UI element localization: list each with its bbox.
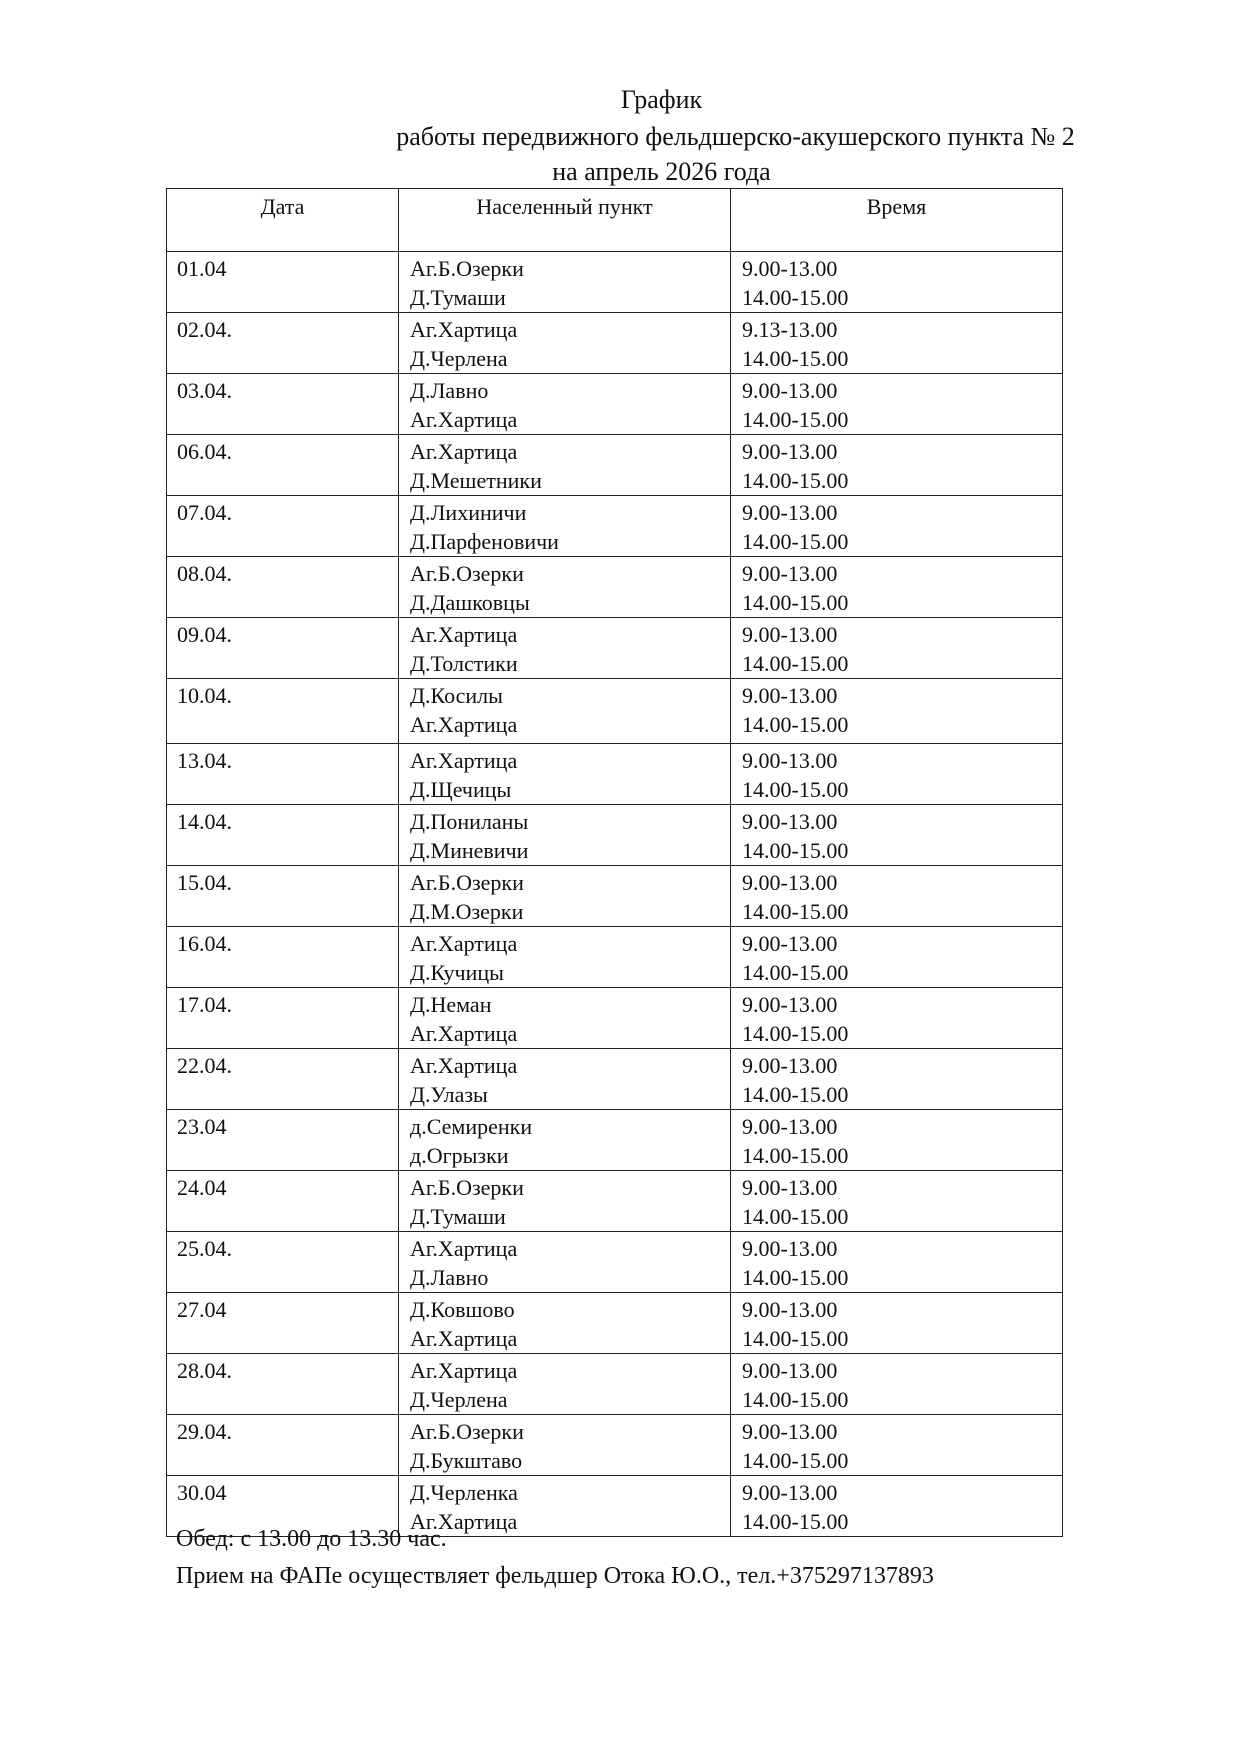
table-row	[167, 1110, 1063, 1171]
header-place: Населенный пункт	[399, 189, 731, 252]
date-text: 10.04.	[177, 683, 232, 708]
time-range: 9.00-13.00	[742, 1175, 838, 1200]
date-text: 13.04.	[177, 748, 232, 773]
place-name: Д.Мешетники	[410, 468, 542, 493]
date-text: 06.04.	[177, 439, 232, 464]
time-range: 14.00-15.00	[742, 1082, 849, 1107]
time-range: 14.00-15.00	[742, 838, 849, 863]
place-name: Аг.Хартица	[410, 1358, 518, 1383]
place-name: Д.М.Озерки	[410, 899, 524, 924]
date-cell	[167, 1293, 399, 1354]
place-name: Д.Черленка	[410, 1480, 518, 1505]
date-cell	[167, 1110, 399, 1171]
time-cell	[731, 1110, 1063, 1171]
time-range: 14.00-15.00	[742, 407, 849, 432]
place-cell	[399, 1110, 731, 1171]
date-text: 02.04.	[177, 317, 232, 342]
place-cell	[399, 866, 731, 927]
time-cell	[731, 988, 1063, 1049]
date-text: 28.04.	[177, 1358, 232, 1383]
place-name: Д.Косилы	[410, 683, 503, 708]
place-cell	[399, 1232, 731, 1293]
date-text: 27.04	[177, 1297, 227, 1322]
table-header-row	[167, 189, 1063, 252]
place-name: Аг.Б.Озерки	[410, 561, 524, 586]
date-cell	[167, 988, 399, 1049]
place-name: Аг.Хартица	[410, 1509, 518, 1534]
place-cell	[399, 988, 731, 1049]
time-range: 14.00-15.00	[742, 346, 849, 371]
place-name: д.Семиренки	[410, 1114, 533, 1139]
table-row	[167, 988, 1063, 1049]
table-row	[167, 618, 1063, 679]
place-name: Аг.Хартица	[410, 1326, 518, 1351]
place-cell	[399, 435, 731, 496]
table-row	[167, 1415, 1063, 1476]
place-cell	[399, 252, 731, 313]
time-range: 9.00-13.00	[742, 809, 838, 834]
date-text: 29.04.	[177, 1419, 232, 1444]
place-cell	[399, 374, 731, 435]
time-range: 14.00-15.00	[742, 1021, 849, 1046]
time-range: 9.00-13.00	[742, 1419, 838, 1444]
time-cell	[731, 866, 1063, 927]
place-cell	[399, 618, 731, 679]
place-name: Д.Улазы	[410, 1082, 488, 1107]
time-range: 9.00-13.00	[742, 439, 838, 464]
place-name: Д.Черлена	[410, 346, 508, 371]
date-cell	[167, 1354, 399, 1415]
place-name: Д.Лихиничи	[410, 500, 527, 525]
date-cell	[167, 618, 399, 679]
place-name: Аг.Б.Озерки	[410, 256, 524, 281]
place-name: Аг.Хартица	[410, 1021, 518, 1046]
place-name: Аг.Б.Озерки	[410, 1175, 524, 1200]
place-name: Д.Тумаши	[410, 1204, 506, 1229]
time-range: 14.00-15.00	[742, 777, 849, 802]
place-cell	[399, 679, 731, 744]
time-range: 9.00-13.00	[742, 931, 838, 956]
place-name: Аг.Б.Озерки	[410, 1419, 524, 1444]
time-range: 14.00-15.00	[742, 1509, 849, 1534]
time-range: 14.00-15.00	[742, 712, 849, 737]
place-cell	[399, 1476, 731, 1537]
time-range: 9.00-13.00	[742, 561, 838, 586]
date-text: 24.04	[177, 1175, 227, 1200]
place-name: Д.Дашковцы	[410, 590, 530, 615]
time-range: 9.00-13.00	[742, 500, 838, 525]
place-name: Д.Ковшово	[410, 1297, 515, 1322]
place-cell	[399, 313, 731, 374]
time-cell	[731, 1293, 1063, 1354]
date-cell	[167, 805, 399, 866]
document-title: График	[620, 85, 703, 114]
table-row	[167, 1293, 1063, 1354]
table-row	[167, 557, 1063, 618]
place-name: Д.Щечицы	[410, 777, 512, 802]
time-range: 9.00-13.00	[742, 1480, 838, 1505]
place-name: Аг.Хартица	[410, 712, 518, 737]
date-cell	[167, 1415, 399, 1476]
time-range: 14.00-15.00	[742, 590, 849, 615]
place-name: д.Огрызки	[410, 1143, 509, 1168]
date-cell	[167, 744, 399, 805]
time-cell	[731, 374, 1063, 435]
time-range: 14.00-15.00	[742, 529, 849, 554]
place-cell	[399, 1293, 731, 1354]
date-cell	[167, 1049, 399, 1110]
time-cell	[731, 557, 1063, 618]
table-row	[167, 1171, 1063, 1232]
reception-note: Прием на ФАПе осуществляет фельдшер Отока Ю.О., тел.+375297137893	[176, 1563, 934, 1589]
date-cell	[167, 496, 399, 557]
place-name: Д.Неман	[410, 992, 492, 1017]
time-range: 14.00-15.00	[742, 651, 849, 676]
document-subtitle: работы передвижного фельдшерско-акушерского пункта № 2	[396, 122, 1075, 151]
date-cell	[167, 557, 399, 618]
table-row	[167, 679, 1063, 744]
time-range: 9.00-13.00	[742, 622, 838, 647]
time-range: 9.00-13.00	[742, 378, 838, 403]
schedule-table	[166, 188, 1063, 1537]
table-row	[167, 927, 1063, 988]
time-cell	[731, 1049, 1063, 1110]
time-range: 14.00-15.00	[742, 1204, 849, 1229]
time-range: 9.00-13.00	[742, 1297, 838, 1322]
table-row	[167, 1049, 1063, 1110]
time-cell	[731, 1476, 1063, 1537]
date-text: 08.04.	[177, 561, 232, 586]
place-cell	[399, 1049, 731, 1110]
place-name: Аг.Хартица	[410, 317, 518, 342]
table-row	[167, 313, 1063, 374]
time-range: 9.00-13.00	[742, 1236, 838, 1261]
place-cell	[399, 805, 731, 866]
lunch-note: Обед: с 13.00 до 13.30 час.	[176, 1526, 447, 1552]
place-name: Д.Толстики	[410, 651, 518, 676]
place-name: Аг.Хартица	[410, 748, 518, 773]
time-range: 14.00-15.00	[742, 1143, 849, 1168]
time-cell	[731, 252, 1063, 313]
place-cell	[399, 744, 731, 805]
date-cell	[167, 374, 399, 435]
place-name: Д.Миневичи	[410, 838, 529, 863]
place-cell	[399, 1354, 731, 1415]
date-text: 16.04.	[177, 931, 232, 956]
header-date: Дата	[167, 189, 399, 252]
table-row	[167, 744, 1063, 805]
time-range: 14.00-15.00	[742, 1387, 849, 1412]
date-text: 14.04.	[177, 809, 232, 834]
table-row	[167, 496, 1063, 557]
time-range: 14.00-15.00	[742, 899, 849, 924]
date-text: 25.04.	[177, 1236, 232, 1261]
time-cell	[731, 435, 1063, 496]
time-range: 14.00-15.00	[742, 285, 849, 310]
date-text: 30.04	[177, 1480, 227, 1505]
place-name: Аг.Хартица	[410, 1053, 518, 1078]
date-text: 17.04.	[177, 992, 232, 1017]
header-time: Время	[731, 189, 1063, 252]
time-cell	[731, 927, 1063, 988]
time-cell	[731, 496, 1063, 557]
place-name: Д.Тумаши	[410, 285, 506, 310]
time-cell	[731, 1354, 1063, 1415]
date-text: 22.04.	[177, 1053, 232, 1078]
place-name: Аг.Хартица	[410, 622, 518, 647]
time-range: 9.13-13.00	[742, 317, 838, 342]
place-name: Д.Кучицы	[410, 960, 504, 985]
time-cell	[731, 744, 1063, 805]
place-cell	[399, 927, 731, 988]
date-text: 23.04	[177, 1114, 227, 1139]
time-range: 14.00-15.00	[742, 1448, 849, 1473]
time-range: 14.00-15.00	[742, 1326, 849, 1351]
table-row	[167, 252, 1063, 313]
place-name: Аг.Хартица	[410, 1236, 518, 1261]
time-range: 9.00-13.00	[742, 992, 838, 1017]
date-cell	[167, 1232, 399, 1293]
time-range: 9.00-13.00	[742, 683, 838, 708]
time-cell	[731, 313, 1063, 374]
time-range: 14.00-15.00	[742, 468, 849, 493]
table-row	[167, 1232, 1063, 1293]
place-name: Аг.Хартица	[410, 407, 518, 432]
time-cell	[731, 1232, 1063, 1293]
time-cell	[731, 805, 1063, 866]
place-name: Д.Лавно	[410, 1265, 489, 1290]
table-row	[167, 805, 1063, 866]
date-cell	[167, 927, 399, 988]
place-name: Аг.Хартица	[410, 439, 518, 464]
time-cell	[731, 679, 1063, 744]
table-body	[167, 252, 1063, 1537]
date-text: 15.04.	[177, 870, 232, 895]
table-row	[167, 435, 1063, 496]
time-cell	[731, 1415, 1063, 1476]
table-row	[167, 866, 1063, 927]
time-range: 9.00-13.00	[742, 748, 838, 773]
time-range: 14.00-15.00	[742, 960, 849, 985]
time-range: 9.00-13.00	[742, 1053, 838, 1078]
date-cell	[167, 435, 399, 496]
date-cell	[167, 252, 399, 313]
place-name: Д.Лавно	[410, 378, 489, 403]
time-range: 14.00-15.00	[742, 1265, 849, 1290]
place-name: Д.Букштаво	[410, 1448, 523, 1473]
place-name: Аг.Б.Озерки	[410, 870, 524, 895]
date-cell	[167, 1171, 399, 1232]
time-range: 9.00-13.00	[742, 256, 838, 281]
document-period: на апрель 2026 года	[552, 157, 771, 186]
date-text: 09.04.	[177, 622, 232, 647]
place-name: Д.Черлена	[410, 1387, 508, 1412]
place-cell	[399, 496, 731, 557]
time-cell	[731, 618, 1063, 679]
time-cell	[731, 1171, 1063, 1232]
place-name: Д.Парфеновичи	[410, 529, 559, 554]
place-cell	[399, 557, 731, 618]
place-name: Аг.Хартица	[410, 931, 518, 956]
time-range: 9.00-13.00	[742, 870, 838, 895]
table-row	[167, 1354, 1063, 1415]
time-range: 9.00-13.00	[742, 1114, 838, 1139]
date-text: 03.04.	[177, 378, 232, 403]
table-row	[167, 374, 1063, 435]
place-cell	[399, 1171, 731, 1232]
place-cell	[399, 1415, 731, 1476]
time-range: 9.00-13.00	[742, 1358, 838, 1383]
place-name: Д.Пониланы	[410, 809, 529, 834]
date-text: 01.04	[177, 256, 227, 281]
date-cell	[167, 679, 399, 744]
date-text: 07.04.	[177, 500, 232, 525]
date-cell	[167, 313, 399, 374]
date-cell	[167, 866, 399, 927]
